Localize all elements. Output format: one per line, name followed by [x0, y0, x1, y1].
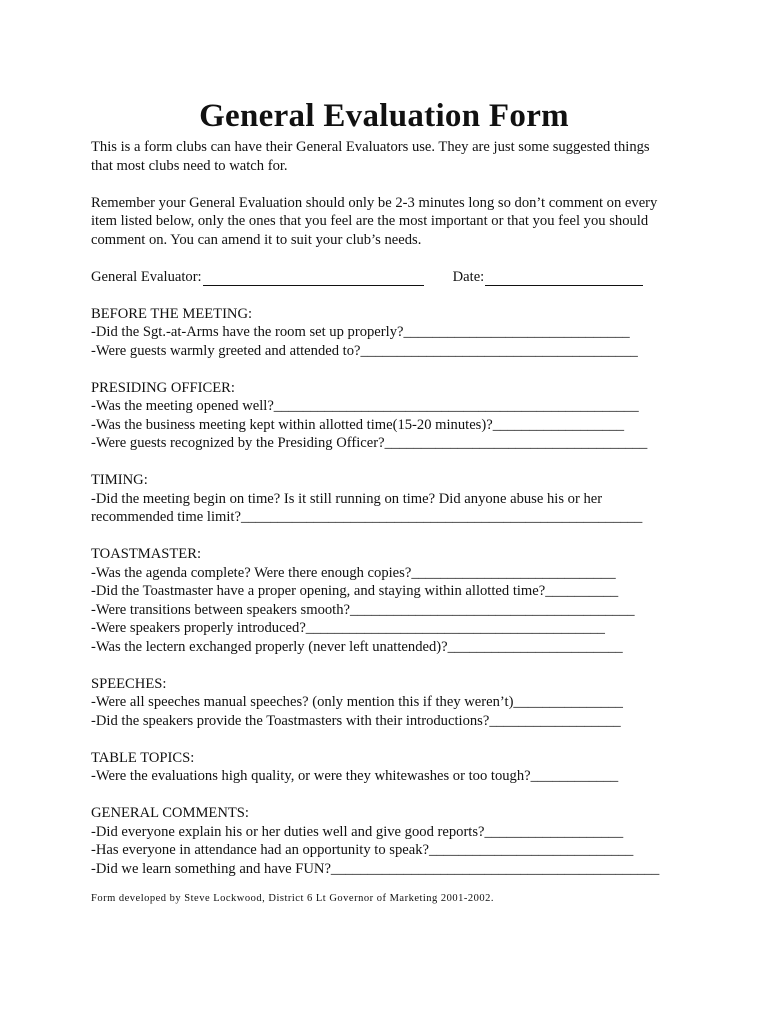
footer-credit: Form developed by Steve Lockwood, District 6 Lt Governor of Marketing 2001-2002. — [91, 893, 495, 904]
question-line[interactable]: -Were transitions between speakers smooth?_______________________________________ — [91, 601, 635, 618]
question-line[interactable]: -Did the speakers provide the Toastmasters with their introductions?__________________ — [91, 712, 621, 729]
section-heading: SPEECHES: — [91, 675, 167, 692]
evaluator-label: General Evaluator: — [91, 268, 202, 285]
intro-paragraph — [91, 138, 691, 175]
question-sections — [91, 305, 691, 879]
section-heading: TABLE TOPICS: — [91, 749, 195, 766]
reminder-line: comment on. You can amend it to suit your club’s needs. — [91, 231, 422, 248]
section-block — [91, 804, 691, 878]
intro-line: that most clubs need to watch for. — [91, 157, 288, 174]
question-line[interactable]: -Did everyone explain his or her duties well and give good reports?___________________ — [91, 823, 624, 840]
date-field[interactable] — [485, 271, 643, 286]
question-line[interactable]: -Were the evaluations high quality, or were they whitewashes or too tough?____________ — [91, 768, 619, 784]
evaluator-date-row — [91, 268, 691, 287]
section-heading: TOASTMASTER: — [91, 546, 202, 562]
question-line[interactable]: -Was the lectern exchanged properly (never left unattended)?________________________ — [91, 638, 623, 655]
section-block — [91, 675, 691, 731]
section-block — [91, 379, 691, 453]
question-line[interactable]: -Were all speeches manual speeches? (only mention this if they weren’t)_______________ — [91, 694, 623, 710]
question-line[interactable]: -Was the agenda complete? Were there enough copies?____________________________ — [91, 564, 616, 581]
section-block — [91, 471, 691, 527]
reminder-paragraph — [91, 194, 691, 250]
question-line[interactable]: -Were guests warmly greeted and attended to?______________________________________ — [91, 342, 638, 359]
section-heading: TIMING: — [91, 472, 148, 488]
section-block — [91, 545, 691, 656]
question-line[interactable]: -Was the meeting opened well?__________________________________________________ — [91, 398, 639, 414]
evaluator-name-field[interactable] — [203, 271, 424, 286]
question-line[interactable]: -Was the business meeting kept within allotted time(15-20 minutes)?__________________ — [91, 416, 625, 433]
question-line[interactable]: recommended time limit?_______________________________________________________ — [91, 509, 643, 525]
page-title: General Evaluation Form — [199, 98, 569, 134]
section-block — [91, 749, 691, 786]
section-heading: GENERAL COMMENTS: — [91, 805, 249, 821]
question-line[interactable]: -Has everyone in attendance had an opportunity to speak?____________________________ — [91, 842, 634, 858]
section-heading: PRESIDING OFFICER: — [91, 379, 235, 396]
date-label: Date: — [452, 268, 485, 285]
reminder-line: Remember your General Evaluation should only be 2-3 minutes long so don’t comment on every — [91, 194, 658, 211]
question-line[interactable]: -Were guests recognized by the Presiding Officer?____________________________________ — [91, 435, 648, 451]
section-block — [91, 305, 691, 361]
question-line[interactable]: -Did the Toastmaster have a proper opening, and staying within allotted time?__________ — [91, 583, 619, 599]
reminder-line: item listed below, only the ones that you feel are the most important or that you feel you should — [91, 213, 649, 229]
form-content — [91, 138, 691, 878]
question-line[interactable]: -Did the Sgt.-at-Arms have the room set up properly?_______________________________ — [91, 324, 630, 340]
question-line[interactable]: -Did the meeting begin on time? Is it still running on time? Did anyone abuse his or her — [91, 490, 603, 507]
intro-line: This is a form clubs can have their General Evaluators use. They are just some suggested things — [91, 139, 650, 155]
section-heading: BEFORE THE MEETING: — [91, 305, 253, 322]
question-line[interactable]: -Were speakers properly introduced?_________________________________________ — [91, 620, 605, 636]
question-line[interactable]: -Did we learn something and have FUN?_____________________________________________ — [91, 860, 660, 877]
